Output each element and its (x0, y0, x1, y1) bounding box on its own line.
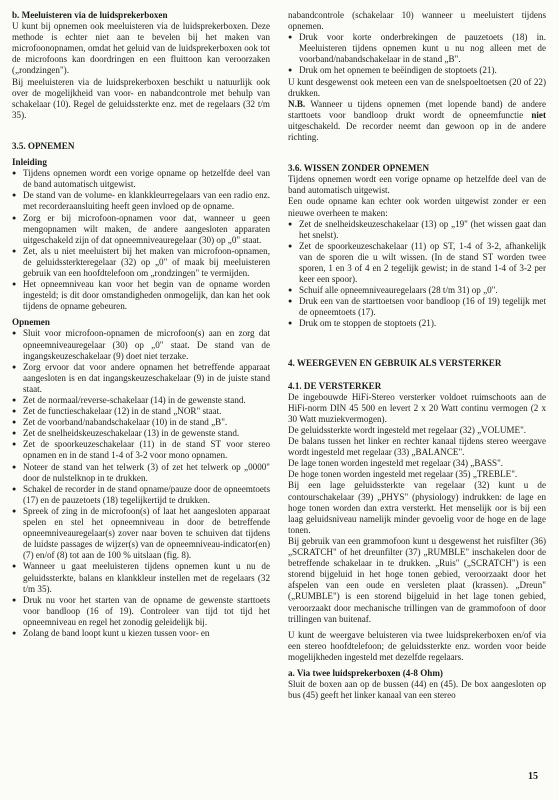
bullet-item: ● Druk voor korte onderbrekingen de pauzetoets (18) in. Meeluisteren tijdens opnemen kunt u nu nog alleen met de voorband/nabandschakelaar in de stand „B". (288, 32, 546, 65)
bullet-item: ● De stand van de volume- en klankkleurregelaars van een radio enz. met recorderaansluiting heeft geen invloed op de opname. (12, 190, 270, 212)
bullet-item: ● Schakel de recorder in de stand opname/pauze door de opneemtoets (17) en de pauzetoets (18) tegelijkertijd te drukken. (12, 484, 270, 506)
bullet-item: ● Druk om te stoppen de stoptoets (21). (288, 318, 546, 329)
bullet-item: ● Zet de snelheidskeuzeschakelaar (13) in de gewenste stand. (12, 428, 270, 439)
bullet-item: ● Druk nu voor het starten van de opname de gewenste starttoets voor bandloop (16 of 19). Controleer van tijd tot tijd het opneemniveau en regel het zonodig geleidelijk bij. (12, 595, 270, 628)
note-label: N.B. (288, 98, 306, 109)
section-heading-versterker: 4.1. DE VERSTERKER (288, 380, 382, 391)
bullet-item: ● Zet de normaal/reverse-schakelaar (14) in de gewenste stand. (12, 395, 270, 406)
bullet-item: ● Tijdens opnemen wordt een vorige opname op hetzelfde deel van de band automatisch uitgewist. (12, 168, 270, 190)
bullet-item: ● Noteer de stand van het telwerk (3) of zet het telwerk op „0000" door de nulstelknop in te drukken. (12, 462, 270, 484)
paragraph: De lage tonen worden ingesteld met regelaar (34) „BASS". (288, 458, 504, 469)
note-emphasis: niet (531, 109, 546, 120)
page-number: 15 (528, 771, 538, 782)
bullet-item: ● Zet, als u niet meeluistert bij het maken van microfoon-opnamen, de geluidssterkteregelaar (32) op „0" of maak bij meeluisteren gebruik van een hoofdtelefoon om „rondzingen" te vermijden. (12, 246, 270, 279)
paragraph: U kunt bij opnemen ook meeluisteren via de luidsprekerboxen. Deze methode is echter niet aan te bevelen bij het maken van microfoonopnamen, omdat het geluid van de luidsprekerboxen ook tot de microfoons kan doordringen en een fluittoon kan veroorzaken („rondzingen"). (12, 21, 270, 76)
paragraph: De ingebouwde HiFi-Stereo versterker voldoet ruimschoots aan de HiFi-norm DIN 45 500 en levert 2 x 20 Watt continu vermogen (2 x 30 Watt muziekvermogen). (288, 391, 546, 424)
bullet-item: ● Wanneer u gaat meeluisteren tijdens opnemen kunt u nu de geluidssterkte, balans en klankkleur instellen met de regelaars (32 t/m 35). (12, 561, 270, 594)
bullet-item: ● Spreek of zing in de microfoon(s) of laat het aangesloten apparaat spelen en stel het opneemniveau in door de betreffende opneemniveauregelaar(s) zover naar boven te schuiven dat tijdens de luidste passages de wijzer(s) van de opneemniveau-indicator(en) (7) en/of (8) tot aan de 100 % uitslaan (fig. 8). (12, 506, 270, 561)
bullet-item: ● Zet de spoorkeuzeschakelaar (11) in de stand ST voor stereo opnamen en in de stand 1-4 of 3-2 voor mono opnamen. (12, 439, 270, 461)
note-text: Wanneer u tijdens opnemen (met lopende band) de andere starttoets voor bandloop drukt wordt de opneemfunctie (288, 98, 546, 120)
bullet-item: ● Het opneemniveau kan voor het begin van de opname worden ingesteld; is dit door omstandigheden onmogelijk, dan kan het ook tijdens de opname gebeuren. (12, 279, 270, 312)
paragraph: U kunt desgewenst ook meteen een van de snelspoeltoetsen (20 of 22) drukken. (288, 76, 546, 98)
left-column (12, 10, 270, 639)
right-column (288, 10, 546, 701)
note-text: uitgeschakeld. De recorder neemt dan gewoon op in de andere richting. (288, 120, 546, 143)
paragraph: De balans tussen het linker en rechter kanaal tijdens stereo weergave wordt ingesteld met regelaar (33) „BALANCE". (288, 436, 546, 458)
heading-meeluisteren-luidsprekers: b. Meeluisteren via de luidsprekerboxen (12, 10, 168, 20)
bullet-item: ● Sluit voor microfoon-opnamen de microfoon(s) aan en zorg dat opneemniveauregelaar (30) op „0" staat. De stand van de ingangskeuzeschakelaar (9) doet niet terzake. (12, 328, 270, 361)
bullet-item: ● Zorg er bij microfoon-opnamen voor dat, wanneer u geen mengopnamen wilt maken, de andere aangesloten apparaten uitgeschakeld zijn of dat opneemniveauregelaar (30) op „0" staat. (12, 213, 270, 246)
paragraph: De geluidssterkte wordt ingesteld met regelaar (32) „VOLUME". (288, 425, 527, 435)
bullet-item: ● Zet de functieschakelaar (12) in de stand „NOR" staat. (12, 406, 270, 417)
subheading-twee-luidsprekerboxen: a. Via twee luidsprekerboxen (4-8 Ohm) (288, 667, 443, 678)
paragraph: Bij een lage geluidssterkte van regelaar (32) kunt u de contourschakelaar (39) „PHYS" (physiology) indrukken: de lage en hoge tonen worden dan extra versterkt. Het menselijk oor is bij een laag geluidsniveau namelijk minder gevoelig voor de hoge en de lage tonen. (288, 480, 546, 535)
bullet-item: ● Zet de snelheidskeuzeschakelaar (13) op „19" (het wissen gaat dan het snelst). (288, 219, 546, 241)
bullet-item: ● Zorg ervoor dat voor andere opnamen het betreffende apparaat aangesloten is en dat ingangskeuzeschakelaar (9) in de juiste stand staat. (12, 362, 270, 395)
bullet-item: ● Zolang de band loopt kunt u kiezen tussen voor- en (12, 628, 270, 639)
paragraph: U kunt de weergave beluisteren via twee luidsprekerboxen en/of via een stereo hoofdtelefoon; de geluidssterkte enz. worden voor beide mogelijkheden ingesteld met dezelfde regelaars. (288, 629, 546, 662)
bullet-item: ● Zet de voorband/nabandschakelaar (10) in de stand „B". (12, 417, 270, 428)
bullet-item: ● Druk een van de starttoetsen voor bandloop (16 of 19) tegelijk met de opneemtoets (17). (288, 296, 546, 318)
bullet-item: ● Schuif alle opneemniveauregelaars (28 t/m 31) op „0". (288, 285, 546, 296)
paragraph: Sluit de boxen aan op de bussen (44) en (45). De box aangesloten op bus (45) geeft het linker kanaal van een stereo (288, 679, 546, 701)
section-heading-weergeven: 4. WEERGEVEN EN GEBRUIK ALS VERSTERKER (288, 357, 502, 368)
bullet-item: ● Zet de spoorkeuzeschakelaar (11) op ST, 1-4 of 3-2, afhankelijk van de sporen die u wilt wissen. (In de stand ST worden twee sporen, 1 en 3 of 4 en 2 tegelijk gewist; in de stand 1-4 of 3-2 per keer een spoor). (288, 241, 546, 285)
paragraph: nabandcontrole (schakelaar 10) wanneer u meeluistert tijdens opnemen. (288, 10, 546, 32)
subheading-inleiding: Inleiding (12, 157, 47, 168)
section-heading-opnemen: 3.5. OPNEMEN (12, 140, 75, 151)
paragraph: Een oude opname kan echter ook worden uitgewist zonder er een nieuwe overheen te maken: (288, 196, 546, 218)
paragraph: De hoge tonen worden ingesteld met regelaar (35) „TREBLE". (288, 469, 518, 480)
paragraph: Bij gebruik van een grammofoon kunt u desgewenst het ruisfilter (36) „SCRATCH" of het dreunfilter (37) „RUMBLE" inschakelen door de betreffende schakelaar in te drukken. „Ruis" („SCRATCH") is een storend bijgeluid in het hoge tonen gebied, veroorzaakt door het afspelen van een oude en versleten plaat (krassen). „Dreun" („RUMBLE") is een storend bijgeluid in het lage tonen gebied, veroorzaakt door mechanische trillingen van de grammofoon of door trillingen van buitenaf. (288, 535, 546, 624)
bullet-item: ● Druk om het opnemen te beëindigen de stoptoets (21). (288, 65, 546, 76)
paragraph: Tijdens opnemen wordt een vorige opname op hetzelfde deel van de band automatisch uitgewist. (288, 174, 546, 196)
section-heading-wissen: 3.6. WISSEN ZONDER OPNEMEN (288, 163, 430, 174)
subheading-opnemen: Opnemen (12, 317, 50, 328)
note-paragraph (288, 99, 546, 143)
paragraph: Bij meeluisteren via de luidsprekerboxen beschikt u natuurlijk ook over de mogelijkheid van voor- en nabandcontrole met behulp van schakelaar (10). Regel de geluidssterkte enz. met de regelaars (32 t/m 35). (12, 76, 270, 120)
